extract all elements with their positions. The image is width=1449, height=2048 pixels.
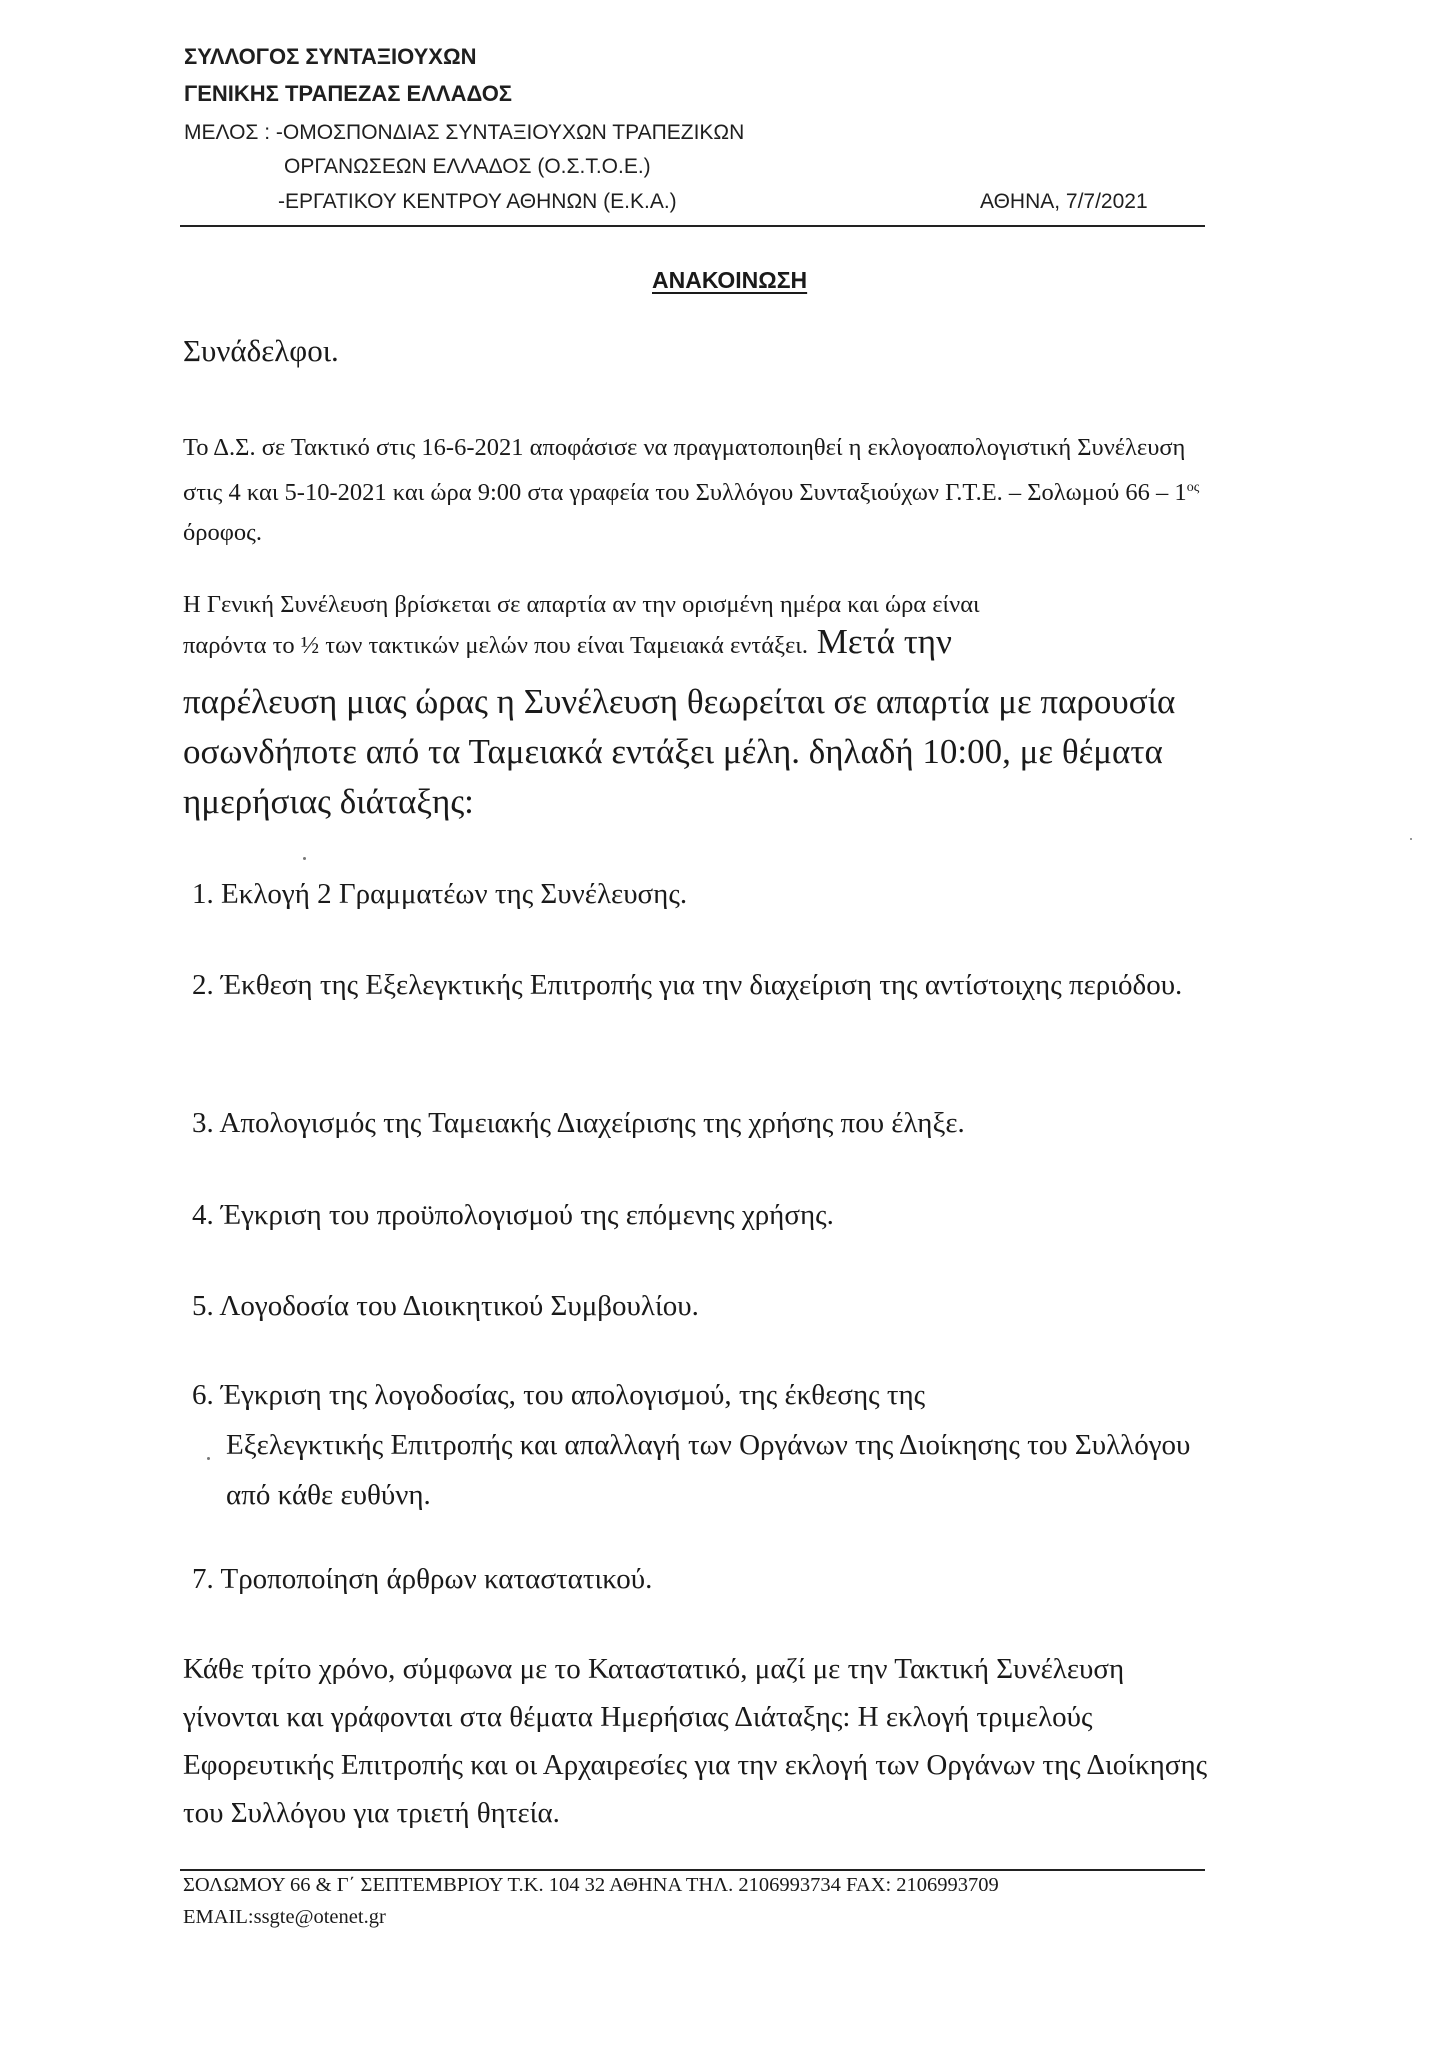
membership-line2: ΟΡΓΑΝΩΣΕΩΝ ΕΛΛΑΔΟΣ (Ο.Σ.Τ.Ο.Ε.) bbox=[284, 155, 651, 178]
scan-speck bbox=[207, 1457, 210, 1460]
org-name-line1: ΣΥΛΛΟΓΟΣ ΣΥΝΤΑΞΙΟΥΧΩΝ bbox=[184, 44, 477, 69]
agenda-item-6-continuation: Εξελεγκτικής Επιτροπής και απαλλαγή των Οργάνων της Διοίκησης του Συλλόγου από κάθε ευθύνη. bbox=[226, 1429, 1191, 1511]
paragraph-quorum-line1: Η Γενική Συνέλευση βρίσκεται σε απαρτία αν την ορισμένη ημέρα και ώρα είναι bbox=[183, 591, 980, 618]
quorum-small-text: παρόντα το ½ των τακτικών μελών που είναι Ταμειακά εντάξει. bbox=[183, 632, 808, 659]
agenda-item-3: 3. Απολογισμός της Ταμειακής Διαχείρισης της χρήσης που έληξε. bbox=[192, 1107, 965, 1139]
footer-email: EMAIL:ssgte@otenet.gr bbox=[183, 1906, 386, 1928]
paragraph-meeting-notice bbox=[183, 428, 1213, 553]
floor-ordinal-suffix: ος bbox=[1186, 480, 1200, 495]
paragraph-meeting-tail: όροφος. bbox=[183, 519, 262, 547]
agenda-item-2: 2. Έκθεση της Εξελεγκτικής Επιτροπής για την διαχείριση της αντίστοιχης περιόδου. bbox=[192, 969, 1183, 1001]
document-title: ΑΝΑΚΟΙΝΩΣΗ bbox=[652, 267, 808, 293]
paragraph-meeting-text: Το Δ.Σ. σε Τακτικό στις 16-6-2021 αποφάσισε να πραγματοποιηθεί η εκλογοαπολογιστική Συνέλευση στις 4 και 5-10-2021 και ώρα 9:00 στα γραφεία του Συλλόγου Συνταξιούχων Γ.Τ.Ε. – Σολωμού 66 – 1 bbox=[183, 434, 1187, 507]
footer-address: ΣΟΛΩΜΟΥ 66 & Γ΄ ΣΕΠΤΕΜΒΡΙΟΥ Τ.Κ. 104 32 ΑΘΗΝΑ ΤΗΛ. 2106993734 FAX: 2106993709 bbox=[183, 1874, 999, 1896]
quorum-large-text: Μετά την bbox=[808, 622, 952, 661]
agenda-item-6-line1: 6. Έγκριση της λογοδοσίας, του απολογισμού, της έκθεσης της bbox=[192, 1379, 926, 1411]
greeting: Συνάδελφοι. bbox=[183, 333, 339, 368]
header-divider bbox=[180, 225, 1205, 227]
scan-speck bbox=[303, 857, 306, 860]
paragraph-quorum-line2 bbox=[183, 622, 1223, 662]
agenda-item-7: 7. Τροποποίηση άρθρων καταστατικού. bbox=[192, 1563, 653, 1595]
scan-speck bbox=[1410, 838, 1412, 840]
agenda-item-1: 1. Εκλογή 2 Γραμματέων της Συνέλευσης. bbox=[192, 878, 688, 910]
document-date: ΑΘΗΝΑ, 7/7/2021 bbox=[980, 190, 1148, 213]
org-name-line2: ΓΕΝΙΚΗΣ ΤΡΑΠΕΖΑΣ ΕΛΛΑΔΟΣ bbox=[184, 81, 513, 106]
agenda-item-4: 4. Έγκριση του προϋπολογισμού της επόμενης χρήσης. bbox=[192, 1199, 834, 1231]
agenda-item-6 bbox=[192, 1370, 1192, 1520]
membership-line1: ΜΕΛΟΣ : -ΟΜΟΣΠΟΝΔΙΑΣ ΣΥΝΤΑΞΙΟΥΧΩΝ ΤΡΑΠΕΖΙΚΩΝ bbox=[184, 121, 745, 144]
footer-divider bbox=[180, 1869, 1205, 1871]
paragraph-quorum-rest: παρέλευση μιας ώρας η Συνέλευση θεωρείται σε απαρτία με παρουσία οσωνδήποτε από τα Ταμειακά εντάξει μέλη. δηλαδή 10:00, με θέματα ημερήσιας διάταξης: bbox=[183, 682, 1176, 821]
closing-paragraph: Κάθε τρίτο χρόνο, σύμφωνα με το Καταστατικό, μαζί με την Τακτική Συνέλευση γίνονται και γράφονται στα θέματα Ημερήσιας Διάταξης: Η εκλογή τριμελούς Εφορευτικής Επιτροπής και οι Αρχαιρεσίες για την εκλογή των Οργάνων της Διοίκησης του Συλλόγου για τριετή θητεία. bbox=[183, 1653, 1208, 1829]
agenda-item-5: 5. Λογοδοσία του Διοικητικού Συμβουλίου. bbox=[192, 1290, 699, 1322]
membership-line3: -ΕΡΓΑΤΙΚΟΥ ΚΕΝΤΡΟΥ ΑΘΗΝΩΝ (Ε.Κ.Α.) bbox=[278, 190, 677, 213]
